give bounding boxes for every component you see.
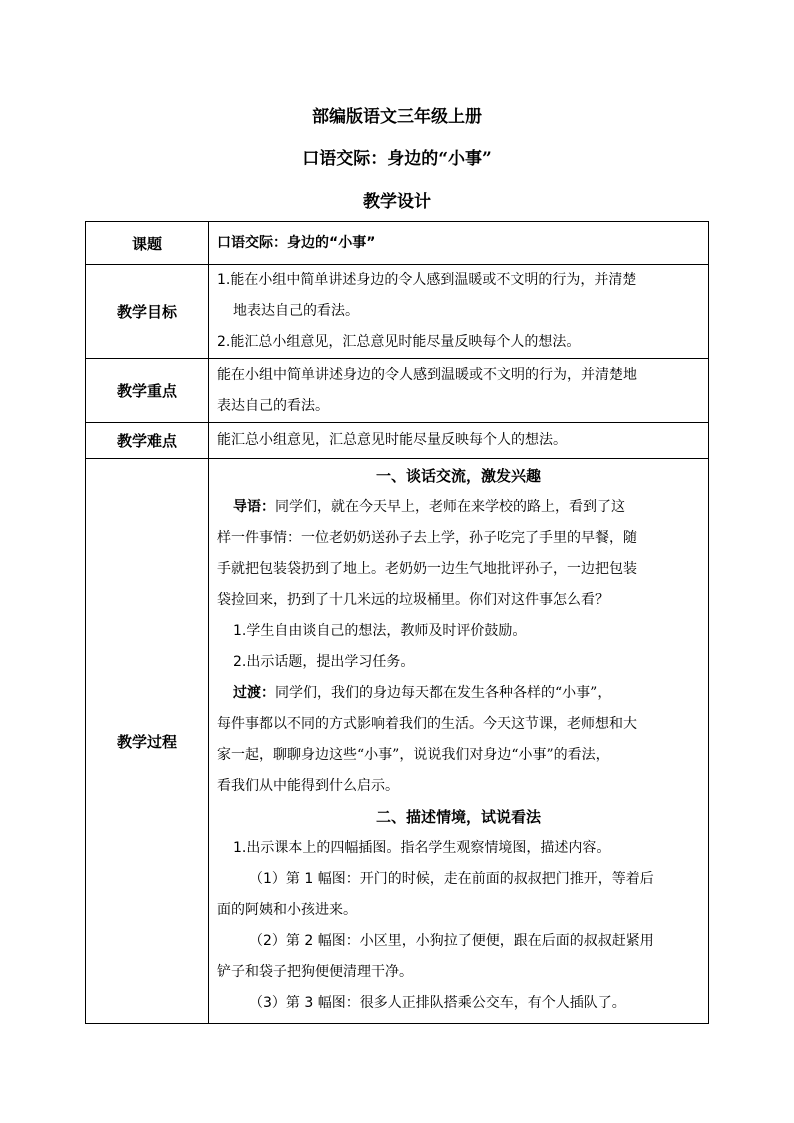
intro-text: 同学们，就在今天早上，老师在来学校的路上，看到了这	[275, 499, 625, 515]
difficulty-line: 能汇总小组意见，汇总意见时能尽量反映每个人的想法。	[217, 432, 567, 448]
topic-cell	[209, 222, 709, 265]
transition-line	[209, 678, 708, 709]
picture-line: （2）第 2 幅图：小区里，小狗拉了便便，跟在后面的叔叔赶紧用	[249, 933, 654, 949]
picture-line: （3）第 3 幅图：很多人正排队搭乘公交车，有个人插队了。	[249, 995, 626, 1011]
table-row-topic	[86, 222, 709, 265]
transition-line: 每件事都以不同的方式影响着我们的生活。今天这节课，老师想和大	[217, 716, 637, 732]
design-subtitle: 教学设计	[363, 192, 431, 212]
goals-label: 教学目标	[86, 265, 209, 359]
transition-line: 家一起，聊聊身边这些“小事”，说说我们对身边“小事”的看法，	[217, 747, 610, 763]
key-line: 表达自己的看法。	[217, 397, 329, 414]
picture-line: 面的阿姨和小孩进来。	[217, 902, 357, 918]
lesson-plan-table	[85, 221, 709, 1024]
transition-line: 看我们从中能得到什么启示。	[217, 778, 399, 794]
table-row-process	[86, 459, 709, 1024]
topic-value: 口语交际：身边的“小事”	[217, 234, 376, 251]
process-cell	[209, 459, 709, 1024]
step-line: 2.出示话题，提出学习任务。	[233, 654, 415, 670]
section-heading: 二、描述情境，试说看法	[375, 808, 541, 826]
key-label: 教学重点	[86, 359, 209, 423]
key-line: 能在小组中简单讲述身边的令人感到温暖或不文明的行为，并清楚地	[217, 366, 637, 383]
table-row-key	[86, 359, 709, 423]
intro-line: 袋捡回来，扔到了十几米远的垃圾桶里。你们对这件事怎么看？	[217, 592, 609, 608]
process-label: 教学过程	[86, 459, 209, 1024]
intro-line	[209, 492, 708, 523]
goal-line: 1.能在小组中简单讲述身边的令人感到温暖或不文明的行为，并清楚	[217, 272, 637, 288]
transition-lead: 过渡：	[233, 685, 275, 701]
goal-line: 2.能汇总小组意见，汇总意见时能尽量反映每个人的想法。	[217, 334, 581, 350]
intro-lead: 导语：	[233, 499, 275, 515]
section-heading: 一、谈话交流，激发兴趣	[375, 467, 541, 485]
key-cell	[209, 359, 709, 423]
picture-line: 铲子和袋子把狗便便清理干净。	[217, 964, 413, 980]
topic-label: 课题	[86, 222, 209, 265]
table-row-goals	[86, 265, 709, 359]
document-title: 部编版语文三年级上册	[312, 107, 482, 127]
goals-cell	[209, 265, 709, 359]
goal-line: 地表达自己的看法。	[233, 303, 359, 319]
lesson-title: 口语交际：身边的“小事”	[302, 149, 492, 169]
step-line: 1.出示课本上的四幅插图。指名学生观察情境图，描述内容。	[233, 840, 611, 856]
picture-line: （1）第 1 幅图：开门的时候，走在前面的叔叔把门推开，等着后	[249, 871, 654, 887]
transition-text: 同学们，我们的身边每天都在发生各种各样的“小事”，	[275, 685, 612, 701]
step-line: 1.学生自由谈自己的想法，教师及时评价鼓励。	[233, 623, 527, 639]
intro-line: 样一件事情：一位老奶奶送孙子去上学，孙子吃完了手里的早餐，随	[217, 530, 637, 546]
difficulty-cell	[209, 423, 709, 459]
intro-line: 手就把包装袋扔到了地上。老奶奶一边生气地批评孙子，一边把包装	[217, 561, 637, 577]
difficulty-label: 教学难点	[86, 423, 209, 459]
table-row-difficulty	[86, 423, 709, 459]
